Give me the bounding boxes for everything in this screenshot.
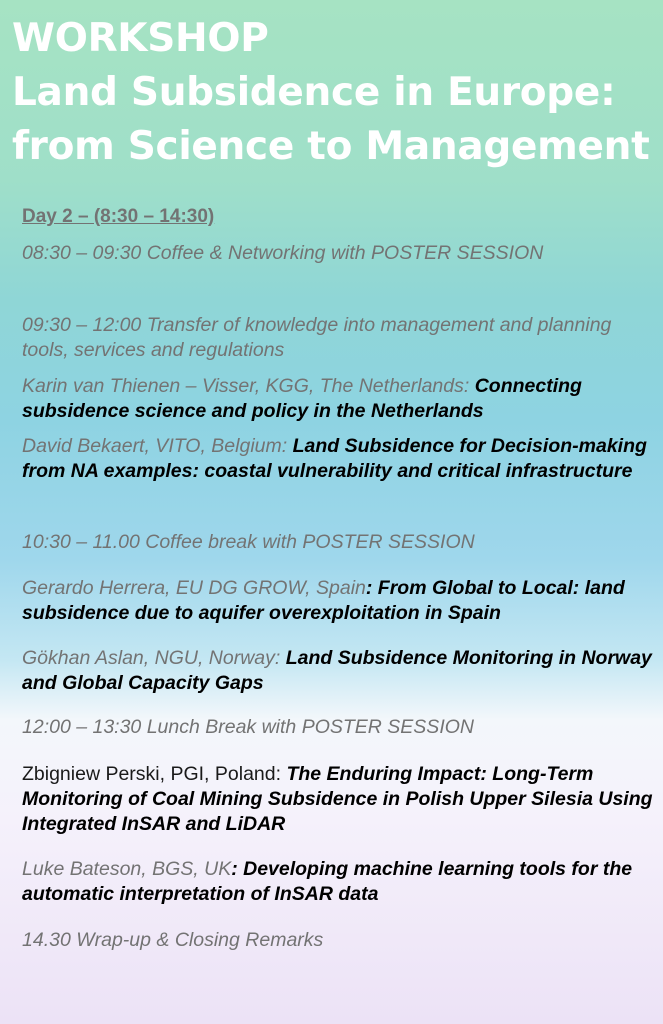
talk-item <box>22 762 657 837</box>
talk-title: Land Subsidence Monitoring in Norway and Global Capacity Gaps <box>22 647 652 694</box>
talk-speaker: Zbigniew Perski, PGI, Poland: <box>22 763 282 785</box>
talk-item <box>22 646 657 696</box>
workshop-title <box>12 12 649 174</box>
talk-title: Land Subsidence for Decision-making from NA examples: coastal vulnerability and critical infrastructure <box>22 435 647 482</box>
talk-speaker: Karin van Thienen – Visser, KGG, The Netherlands: <box>22 375 470 397</box>
title-line-1: WORKSHOP <box>12 16 269 61</box>
talk-title: Connecting subsidence science and policy in the Netherlands <box>22 375 582 422</box>
talk-item <box>22 374 657 424</box>
day-heading: Day 2 – (8:30 – 14:30) <box>22 206 215 227</box>
session-coffee-networking: 08:30 – 09:30 Coffee & Networking with POSTER SESSION <box>22 242 544 264</box>
talk-speaker: Luke Bateson, BGS, UK <box>22 858 232 880</box>
break-lunch: 12:00 – 13:30 Lunch Break with POSTER SESSION <box>22 716 474 738</box>
talk-title: The Enduring Impact: Long-Term Monitoring of Coal Mining Subsidence in Polish Upper Silesia Using Integrated InSAR and LiDAR <box>22 763 653 835</box>
title-line-3: from Science to Management <box>12 124 650 169</box>
talk-title: : Developing machine learning tools for the automatic interpretation of InSAR data <box>22 858 633 905</box>
talk-item <box>22 434 657 484</box>
talk-speaker: Gerardo Herrera, EU DG GROW, Spain <box>22 577 366 599</box>
talk-speaker: David Bekaert, VITO, Belgium: <box>22 435 288 457</box>
talk-item <box>22 576 657 626</box>
closing-remarks: 14.30 Wrap-up & Closing Remarks <box>22 929 324 951</box>
title-line-2: Land Subsidence in Europe: <box>12 70 616 115</box>
talk-item <box>22 857 657 907</box>
talk-title: : From Global to Local: land subsidence due to aquifer overexploitation in Spain <box>22 577 625 624</box>
session-transfer-knowledge: 09:30 – 12:00 Transfer of knowledge into management and planning tools, services and regulations <box>22 314 612 361</box>
talk-speaker: Gökhan Aslan, NGU, Norway: <box>22 647 281 669</box>
break-coffee: 10:30 – 11.00 Coffee break with POSTER SESSION <box>22 531 475 553</box>
